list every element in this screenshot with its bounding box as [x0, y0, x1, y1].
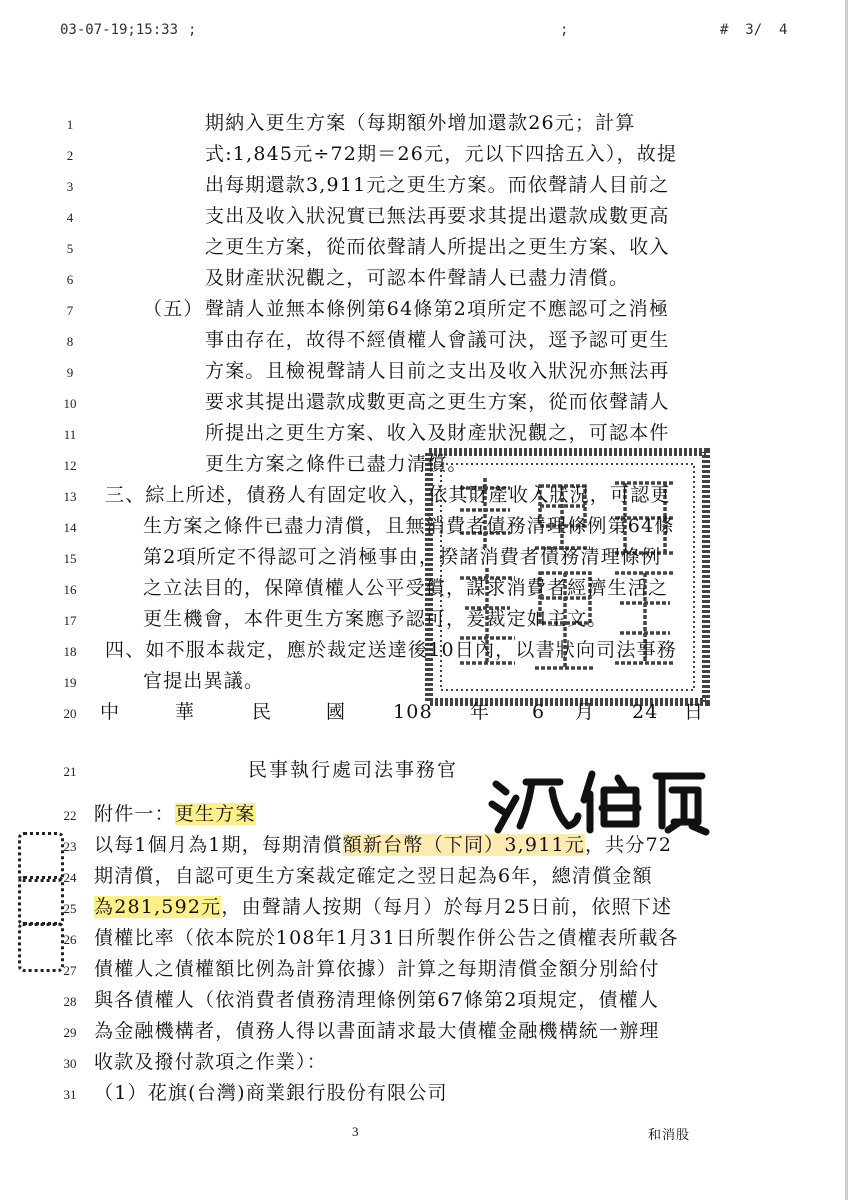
date-char: 民 [252, 701, 273, 723]
line-number: 30 [63, 1056, 77, 1071]
line-number: 20 [63, 706, 77, 721]
body-line: 及財產狀況觀之，可認本件聲請人已盡力清償。 [205, 267, 630, 289]
body-line: 更生機會，本件更生方案應予認可，爰裁定如主文。 [143, 608, 608, 630]
line-text: ，由聲請人按期（每月）於每月25日前，依照下述 [221, 896, 673, 918]
date-char: 年 [470, 701, 491, 723]
line-number: 13 [63, 489, 77, 504]
line-number: 25 [63, 901, 77, 916]
line-number: 23 [63, 839, 77, 854]
line-number: 27 [63, 963, 77, 978]
line-number: 18 [63, 644, 77, 659]
date-month: 6 [532, 701, 546, 723]
attachment-prefix: 附件一： [94, 803, 175, 825]
line-number: 8 [66, 334, 74, 349]
body-line: 之立法目的，保障債權人公平受償，謀求消費者經濟生活之 [143, 577, 669, 599]
line-number: 4 [66, 210, 74, 225]
fax-timestamp: 03-07-19;15:33 [60, 22, 179, 38]
body-line: 期納入更生方案（每期額外增加還款26元；計算 [205, 112, 636, 134]
line-number: 5 [66, 241, 74, 256]
body-line: 官提出異議。 [143, 670, 265, 692]
line-text: ，共分72 [584, 834, 673, 856]
line-number: 6 [66, 272, 74, 287]
fax-page-marker: # 3/ 4 [720, 22, 788, 38]
line-number: 31 [63, 1087, 77, 1102]
body-line: 方案。且檢視聲請人目前之支出及收入狀況亦無法再 [205, 360, 670, 382]
body-line: 所提出之更生方案、收入及財產狀況觀之，可認本件 [205, 422, 670, 444]
line-number: 19 [63, 675, 77, 690]
line-number: 14 [63, 520, 77, 535]
line-number: 11 [63, 427, 77, 442]
line-number: 9 [66, 365, 74, 380]
attachment-title: 更生方案 [174, 803, 256, 825]
body-line: 生方案之條件已盡力清償，且無消費者債務清理條例第64條 [143, 515, 675, 537]
highlighted-total: 為281,592元 [94, 896, 222, 918]
date-char: 日 [684, 701, 705, 723]
body-line: 聲請人並無本條例第64條第2項所定不應認可之消極 [205, 298, 670, 320]
attachment-line: （1）花旗(台灣)商業銀行股份有限公司 [94, 1082, 448, 1104]
body-line: 更生方案之條件已盡力清償。 [205, 453, 468, 475]
punch-hole-mark [18, 876, 64, 926]
line-number: 7 [66, 303, 74, 318]
line-number: 21 [63, 764, 77, 779]
fax-header [60, 22, 788, 42]
line-number: 15 [63, 551, 77, 566]
line-number: 2 [66, 148, 74, 163]
attachment-line: 期清償，自認可更生方案裁定確定之翌日起為6年，總清償金額 [94, 865, 653, 887]
body-line: 要求其提出還款成數更高之更生方案，從而依聲請人 [205, 391, 670, 413]
line-number: 28 [63, 994, 77, 1009]
fax-separator: ; [188, 22, 197, 38]
section-label: （五） [143, 298, 204, 320]
body-line: 第2項所定不得認可之消極事由，揆諸消費者債務清理條例 [143, 546, 662, 568]
date-char: 國 [326, 701, 347, 723]
date-char: 華 [175, 701, 196, 723]
body-line: 三、綜上所述，債務人有固定收入，依其財產收入狀況，可認更 [105, 484, 671, 506]
date-char: 月 [575, 701, 596, 723]
line-number: 3 [66, 179, 74, 194]
line-number: 10 [63, 396, 77, 411]
fax-separator: ; [560, 22, 569, 38]
body-line: 之更生方案，從而依聲請人所提出之更生方案、收入 [205, 236, 670, 258]
body-line: 事由存在，故得不經債權人會議可決，逕予認可更生 [205, 329, 670, 351]
line-number: 17 [63, 613, 77, 628]
punch-hole-mark [18, 832, 64, 882]
line-number: 1 [66, 117, 74, 132]
body-line: 出每期還款3,911元之更生方案。而依聲請人目前之 [205, 174, 670, 196]
attachment-heading [94, 801, 256, 827]
line-number: 24 [63, 870, 77, 885]
punch-hole-mark [18, 922, 64, 972]
footer-stamp: 和消股 [648, 1128, 691, 1143]
date-day: 24 [632, 701, 659, 723]
highlighted-amount: 額新台幣（下同）3,911元 [342, 834, 585, 856]
body-line: 式:1,845元÷72期＝26元，元以下四捨五入），故提 [205, 143, 678, 165]
line-number: 26 [63, 932, 77, 947]
date-year: 108 [393, 701, 433, 723]
attachment-line [94, 832, 672, 858]
body-line: 支出及收入狀況實已無法再要求其提出還款成數更高 [205, 205, 670, 227]
signature [488, 760, 718, 836]
attachment-line: 債權人之債權額比例為計算依據）計算之每期清償金額分別給付 [94, 958, 660, 980]
line-number: 12 [63, 458, 77, 473]
page-number: 3 [352, 1124, 359, 1139]
attachment-line: 與各債權人（依消費者債務清理條例第67條第2項規定，債權人 [94, 989, 660, 1011]
officer-title: 民事執行處司法事務官 [248, 759, 459, 781]
attachment-line: 收款及撥付款項之作業）： [94, 1051, 327, 1073]
date-char: 中 [100, 701, 121, 723]
attachment-line: 為金融機構者，債務人得以書面請求最大債權金融機構統一辦理 [94, 1020, 660, 1042]
body-line: 四、如不服本裁定，應於裁定送達後10日內，以書狀向司法事務 [105, 639, 677, 661]
line-number: 16 [63, 582, 77, 597]
court-seal [425, 448, 710, 706]
line-number: 29 [63, 1025, 77, 1040]
attachment-line [94, 894, 672, 920]
line-number: 22 [63, 808, 77, 823]
line-text: 以每1個月為1期，每期清償 [94, 834, 343, 856]
attachment-line: 債權比率（依本院於108年1月31日所製作併公告之債權表所載各 [94, 927, 679, 949]
